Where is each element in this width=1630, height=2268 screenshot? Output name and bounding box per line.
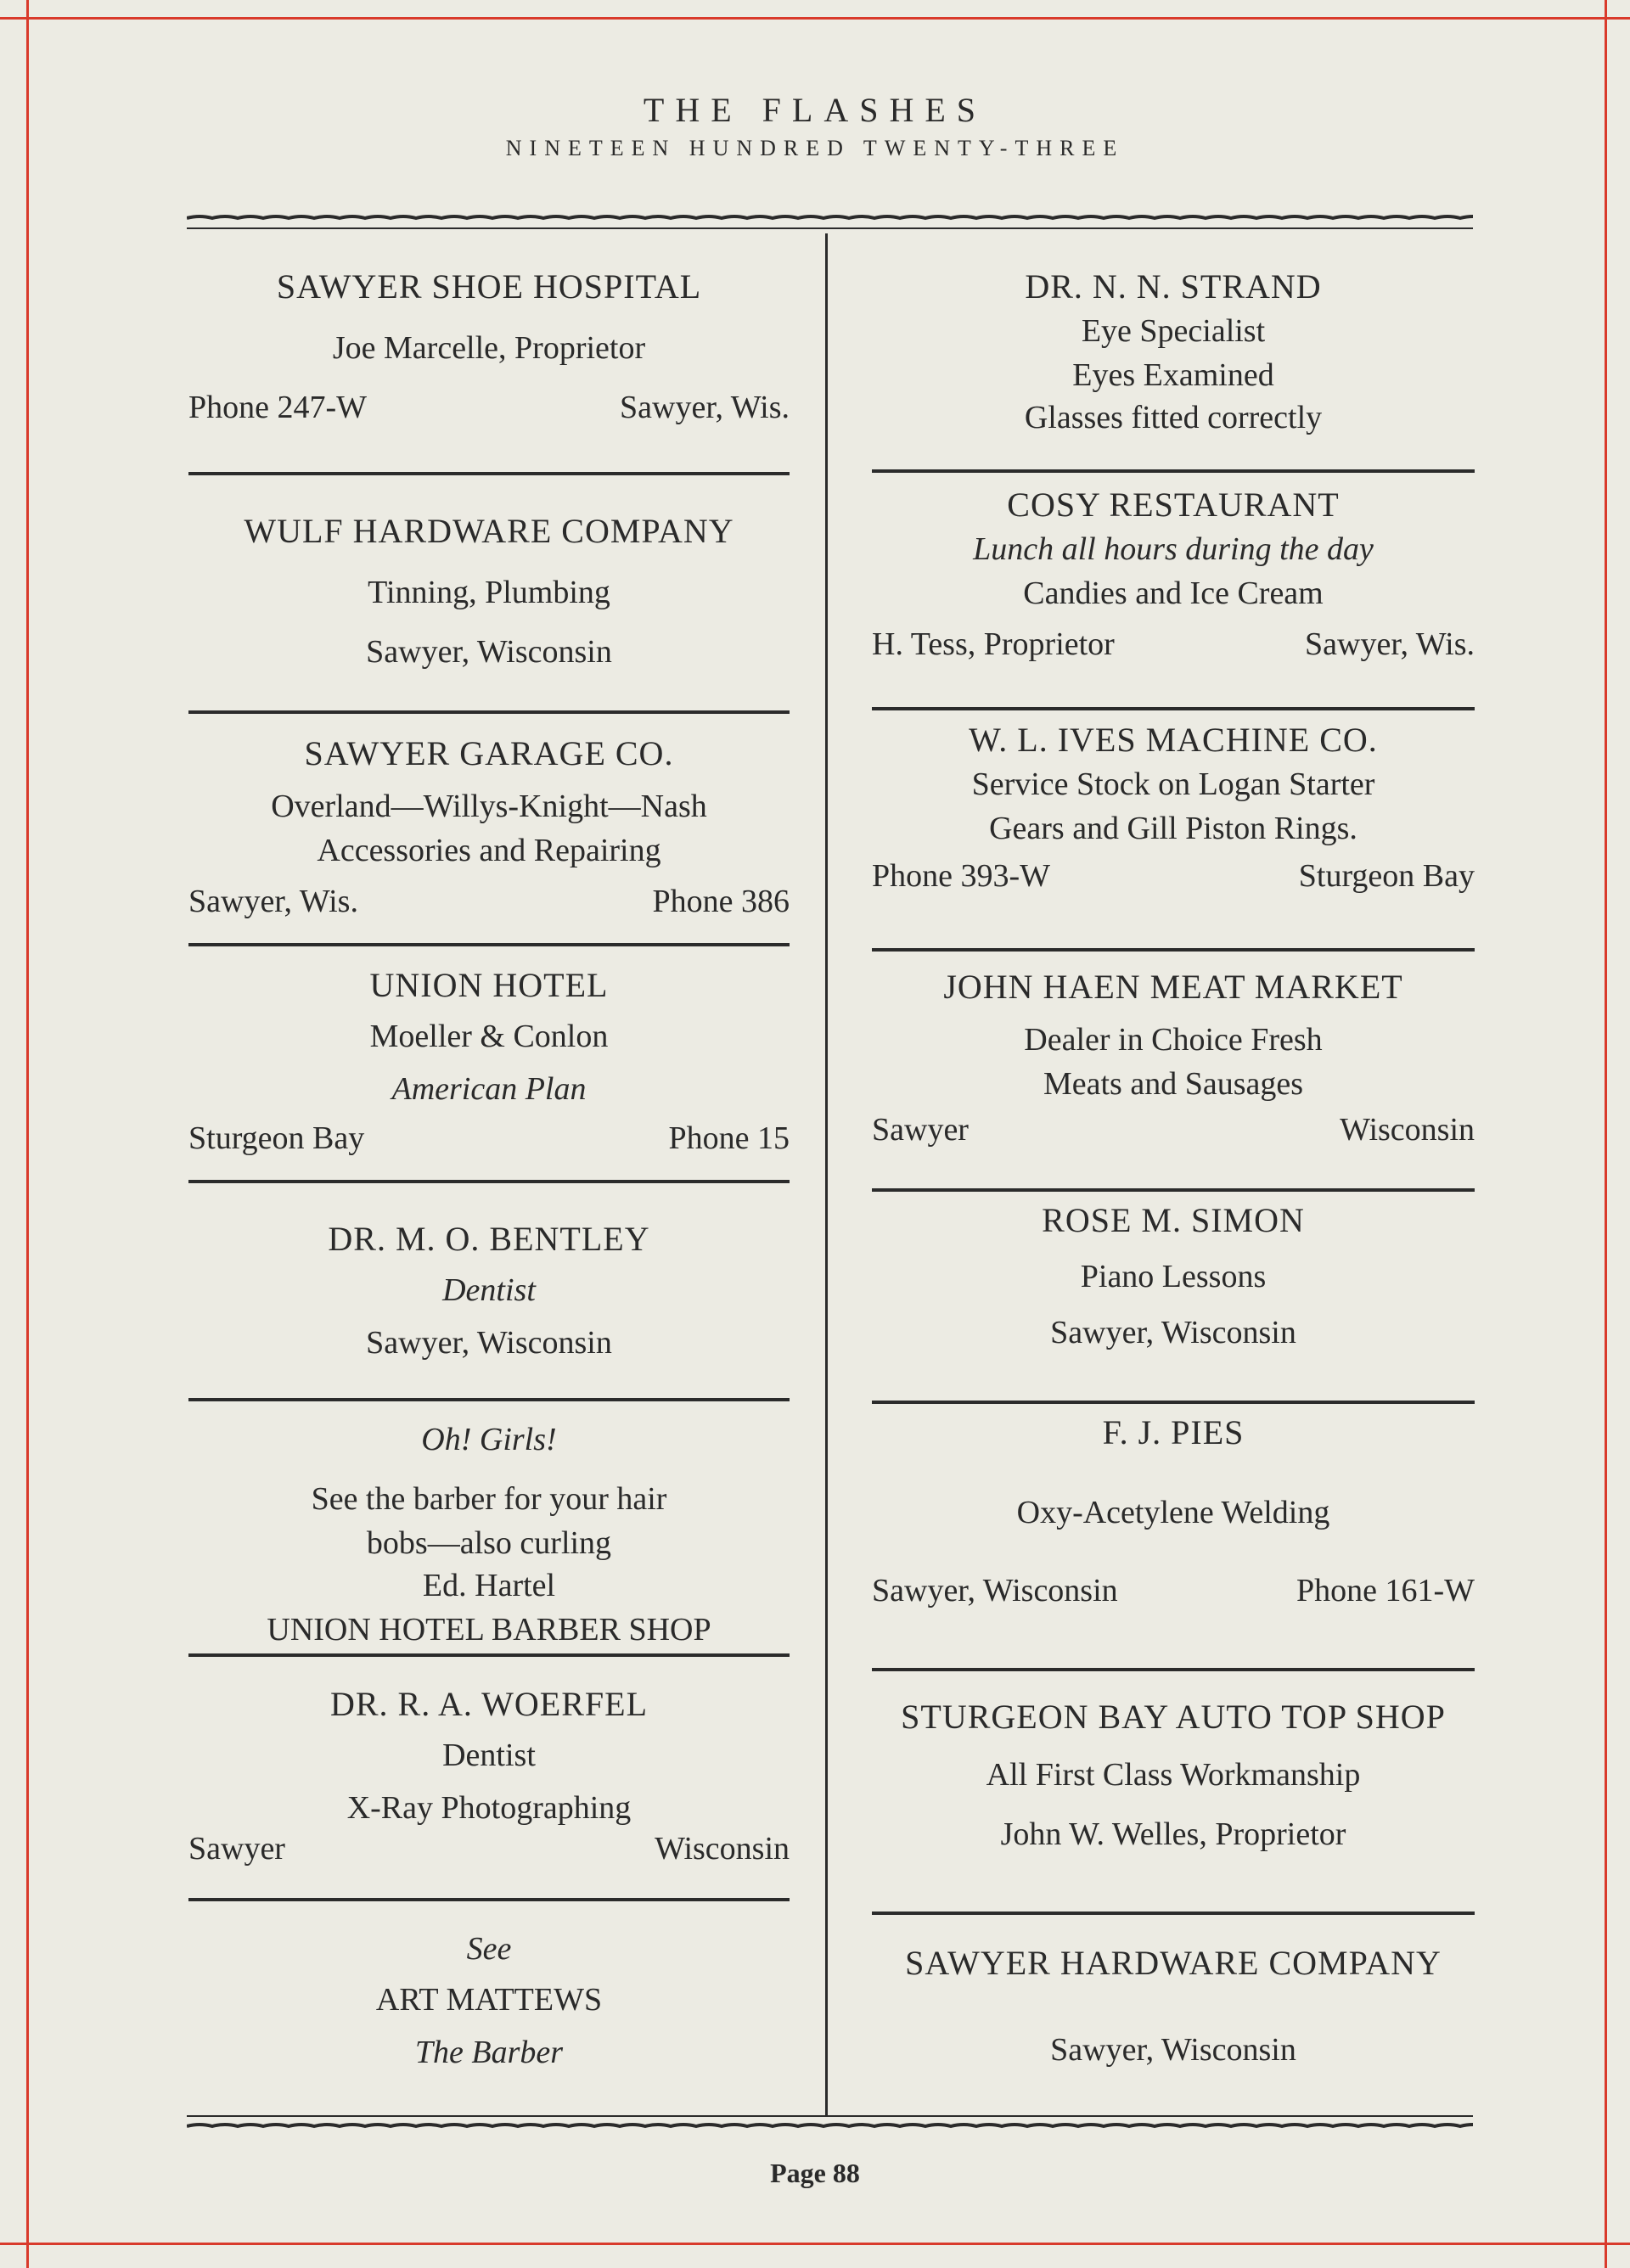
ad-heading: See [466,1931,512,1967]
ad-separator-rule [872,469,1475,473]
ad-line: Overland—Willys-Knight—Nash [271,789,707,824]
ad-split-right: Wisconsin [655,1831,790,1867]
ad-heading: DR. M. O. BENTLEY [328,1220,650,1258]
ad-split-right: Sawyer, Wis. [1305,626,1475,662]
ad-line: Eye Specialist [1081,313,1266,349]
ad-line: X-Ray Photographing [346,1790,632,1826]
ad-heading: F. J. PIES [1102,1413,1245,1451]
ad-line: Joe Marcelle, Proprietor [332,330,646,366]
ad-split-left: Sawyer, Wis. [188,884,358,919]
ad-line: Piano Lessons [1080,1259,1267,1294]
ad-separator-rule [872,948,1475,952]
ad-split-left: Phone 393-W [872,858,1051,894]
ad-split-left: Sawyer, Wisconsin [872,1573,1118,1608]
red-border-right [1605,0,1607,2268]
ad-heading: UNION HOTEL [369,966,609,1004]
ad-split-right: Sawyer, Wis. [620,390,790,425]
ornamental-rule-bottom [187,2114,1473,2134]
ad-heading: SAWYER HARDWARE COMPANY [905,1944,1442,1982]
ad-separator-rule [188,710,790,714]
ad-split-right: Phone 161-W [1296,1573,1475,1608]
ad-line: Eyes Examined [1072,357,1274,393]
ad-heading: JOHN HAEN MEAT MARKET [943,968,1403,1006]
ad-line: ART MATTEWS [375,1982,603,2018]
ad-line: Sawyer, Wisconsin [366,634,612,670]
ad-heading: ROSE M. SIMON [1042,1201,1305,1239]
ad-separator-rule [188,943,790,946]
ad-line: John W. Welles, Proprietor [1000,1816,1346,1852]
ad-separator-rule [188,1898,790,1901]
ad-line: Gears and Gill Piston Rings. [989,811,1357,846]
ad-line: Sawyer, Wisconsin [1050,1315,1296,1350]
ad-heading: DR. N. N. STRAND [1025,267,1322,306]
red-border-left [26,0,29,2268]
ad-split-line [188,1114,790,1162]
ad-heading: COSY RESTAURANT [1007,486,1340,524]
ad-line: Service Stock on Logan Starter [971,766,1375,802]
ad-line: UNION HOTEL BARBER SHOP [267,1612,711,1648]
ad-separator-rule [872,707,1475,710]
ad-line: bobs—also curling [366,1525,612,1561]
ad-split-line [188,878,790,925]
ad-heading: SAWYER SHOE HOSPITAL [276,267,702,306]
ad-line: Dentist [442,1737,536,1773]
ad-split-line [188,384,790,431]
ad-line: Meats and Sausages [1043,1066,1304,1102]
ad-split-line [188,1825,790,1872]
ad-heading: W. L. IVES MACHINE CO. [969,721,1378,759]
ad-heading: SAWYER GARAGE CO. [304,734,674,772]
ad-split-left: Phone 247-W [188,390,368,425]
ad-separator-rule [188,1180,790,1183]
ad-split-line [872,852,1475,900]
ad-separator-rule [872,1401,1475,1404]
ad-line: Dealer in Choice Fresh [1024,1022,1323,1058]
ad-separator-rule [188,472,790,475]
ad-line: Sawyer, Wisconsin [366,1325,612,1361]
ad-split-left: Sawyer [188,1831,285,1867]
red-border-bottom [0,2243,1630,2245]
ad-heading: DR. R. A. WOERFEL [329,1685,649,1723]
ad-line: All First Class Workmanship [986,1757,1361,1793]
ad-line: Ed. Hartel [422,1568,556,1603]
ad-separator-rule [872,1188,1475,1192]
ad-line: Sawyer, Wisconsin [1050,2032,1296,2068]
ad-split-left: Sawyer [872,1112,969,1148]
ad-split-line [872,620,1475,668]
ad-separator-rule [188,1398,790,1401]
ad-line: Oxy-Acetylene Welding [1016,1495,1330,1530]
ad-line: Dentist [442,1272,536,1308]
page-number: Page 88 [770,2158,860,2188]
ad-line: See the barber for your hair [311,1481,667,1517]
page-subtitle: NINETEEN HUNDRED TWENTY-THREE [505,136,1125,160]
ad-split-line [872,1567,1475,1614]
ad-line: Moeller & Conlon [369,1019,609,1054]
ad-heading: WULF HARDWARE COMPANY [244,512,734,550]
ad-split-left: Sturgeon Bay [188,1120,365,1156]
ad-line: The Barber [414,2035,564,2070]
ad-separator-rule [188,1653,790,1657]
ad-separator-rule [872,1668,1475,1671]
ad-line: Lunch all hours during the day [973,531,1374,567]
ad-split-line [872,1106,1475,1154]
ad-split-right: Phone 386 [652,884,790,919]
ad-split-left: H. Tess, Proprietor [872,626,1115,662]
ad-split-right: Sturgeon Bay [1298,858,1475,894]
ad-heading: STURGEON BAY AUTO TOP SHOP [901,1698,1446,1736]
red-border-top [0,17,1630,20]
ad-split-right: Wisconsin [1340,1112,1475,1148]
ad-line: Tinning, Plumbing [368,575,610,610]
ornamental-rule-top [187,211,1473,231]
ad-separator-rule [872,1912,1475,1915]
column-divider [825,233,828,2116]
ad-line: American Plan [391,1071,587,1107]
page-title: THE FLASHES [643,91,987,129]
ad-line: Glasses fitted correctly [1024,400,1323,435]
ad-split-right: Phone 15 [668,1120,790,1156]
ad-line: Candies and Ice Cream [1023,575,1324,611]
ad-line: Accessories and Repairing [317,833,661,868]
ad-heading: Oh! Girls! [421,1422,557,1457]
